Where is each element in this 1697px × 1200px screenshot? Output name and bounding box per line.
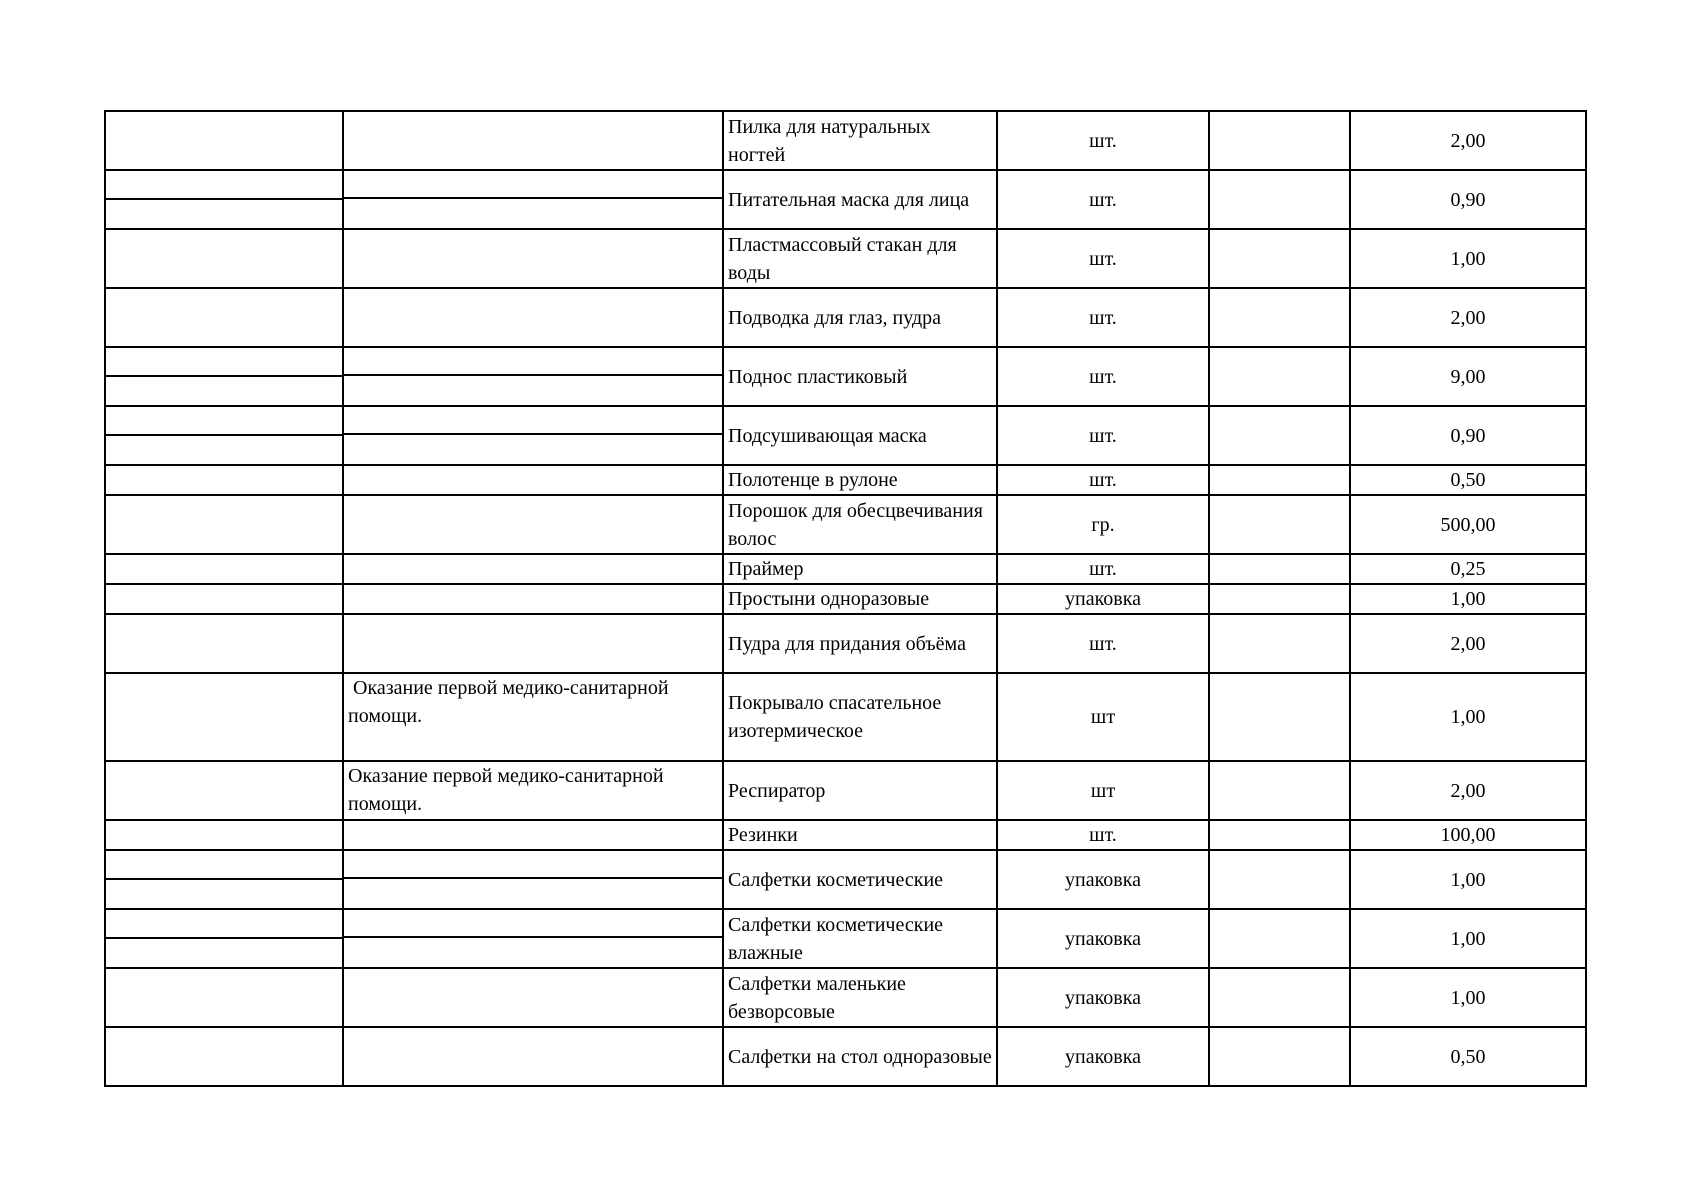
service-cell — [343, 288, 723, 347]
empty-cell — [1209, 229, 1350, 288]
table-row — [105, 968, 1586, 1027]
table-row — [105, 1027, 1586, 1086]
empty-cell — [1209, 584, 1350, 614]
service-cell — [343, 968, 723, 1027]
code-cell — [105, 347, 343, 406]
unit-cell: шт. — [997, 229, 1209, 288]
code-cell — [105, 554, 343, 584]
unit-cell: шт. — [997, 111, 1209, 170]
unit-cell: шт. — [997, 406, 1209, 465]
unit-cell: шт. — [997, 614, 1209, 673]
code-cell — [105, 761, 343, 820]
unit-cell: шт. — [997, 288, 1209, 347]
item-name-cell: Праймер — [723, 554, 997, 584]
item-name-cell: Пилка для натуральных ногтей — [723, 111, 997, 170]
sub-cell — [344, 199, 722, 227]
empty-cell — [1209, 347, 1350, 406]
item-name-cell: Простыни одноразовые — [723, 584, 997, 614]
sub-cell — [344, 348, 722, 376]
table-row — [105, 347, 1586, 406]
code-cell — [105, 614, 343, 673]
service-cell — [343, 406, 723, 465]
service-cell — [343, 850, 723, 909]
unit-cell: упаковка — [997, 1027, 1209, 1086]
sub-cell — [344, 171, 722, 199]
table-row — [105, 909, 1586, 968]
item-name-cell: Респиратор — [723, 761, 997, 820]
item-name-cell: Питательная маска для лица — [723, 170, 997, 229]
quantity-cell: 2,00 — [1350, 761, 1586, 820]
unit-cell: шт — [997, 673, 1209, 761]
sub-cell — [106, 880, 342, 908]
service-cell — [343, 170, 723, 229]
quantity-cell: 0,50 — [1350, 1027, 1586, 1086]
item-name-cell: Покрывало спасательное изотермическое — [723, 673, 997, 761]
item-name-cell: Полотенце в рулоне — [723, 465, 997, 495]
code-cell — [105, 584, 343, 614]
materials-table — [104, 110, 1587, 1087]
table-row — [105, 170, 1586, 229]
empty-cell — [1209, 288, 1350, 347]
item-name-cell: Салфетки косметические влажные — [723, 909, 997, 968]
unit-cell: упаковка — [997, 850, 1209, 909]
service-cell — [343, 820, 723, 850]
quantity-cell: 500,00 — [1350, 495, 1586, 554]
empty-cell — [1209, 761, 1350, 820]
code-cell — [105, 673, 343, 761]
item-name-cell: Салфетки косметические — [723, 850, 997, 909]
code-cell — [105, 1027, 343, 1086]
table-row — [105, 614, 1586, 673]
sub-cell — [106, 911, 342, 939]
quantity-cell: 0,50 — [1350, 465, 1586, 495]
service-cell — [343, 465, 723, 495]
unit-cell: гр. — [997, 495, 1209, 554]
service-cell: Оказание первой медико-санитарной помощи. — [343, 761, 723, 820]
item-name-cell: Поднос пластиковый — [723, 347, 997, 406]
quantity-cell: 1,00 — [1350, 673, 1586, 761]
service-cell — [343, 229, 723, 288]
sub-cell — [106, 172, 342, 200]
service-cell — [343, 909, 723, 968]
quantity-cell: 2,00 — [1350, 288, 1586, 347]
quantity-cell: 2,00 — [1350, 614, 1586, 673]
sub-cell — [344, 376, 722, 404]
unit-cell: шт — [997, 761, 1209, 820]
table-row — [105, 229, 1586, 288]
empty-cell — [1209, 673, 1350, 761]
empty-cell — [1209, 909, 1350, 968]
empty-cell — [1209, 1027, 1350, 1086]
quantity-cell: 1,00 — [1350, 968, 1586, 1027]
table-row — [105, 761, 1586, 820]
sub-cell — [344, 407, 722, 435]
sub-cell — [106, 852, 342, 880]
quantity-cell: 0,25 — [1350, 554, 1586, 584]
service-cell — [343, 111, 723, 170]
item-name-cell: Резинки — [723, 820, 997, 850]
item-name-cell: Пудра для придания объёма — [723, 614, 997, 673]
unit-cell: шт. — [997, 347, 1209, 406]
sub-cell — [344, 910, 722, 938]
service-cell — [343, 584, 723, 614]
quantity-cell: 0,90 — [1350, 170, 1586, 229]
item-name-cell: Подводка для глаз, пудра — [723, 288, 997, 347]
unit-cell: шт. — [997, 820, 1209, 850]
sub-cell — [106, 939, 342, 967]
code-cell — [105, 909, 343, 968]
empty-cell — [1209, 495, 1350, 554]
empty-cell — [1209, 465, 1350, 495]
code-cell — [105, 170, 343, 229]
code-cell — [105, 850, 343, 909]
sub-cell — [106, 377, 342, 405]
unit-cell: упаковка — [997, 968, 1209, 1027]
item-name-cell: Пластмассовый стакан для воды — [723, 229, 997, 288]
item-name-cell: Салфетки маленькие безворсовые — [723, 968, 997, 1027]
code-cell — [105, 968, 343, 1027]
service-cell — [343, 495, 723, 554]
sub-cell — [106, 200, 342, 228]
quantity-cell: 9,00 — [1350, 347, 1586, 406]
code-cell — [105, 465, 343, 495]
code-cell — [105, 820, 343, 850]
table-row — [105, 465, 1586, 495]
code-cell — [105, 288, 343, 347]
quantity-cell: 1,00 — [1350, 229, 1586, 288]
empty-cell — [1209, 614, 1350, 673]
quantity-cell: 2,00 — [1350, 111, 1586, 170]
code-cell — [105, 111, 343, 170]
sub-cell — [106, 436, 342, 464]
sub-cell — [344, 851, 722, 879]
empty-cell — [1209, 850, 1350, 909]
quantity-cell: 1,00 — [1350, 584, 1586, 614]
empty-cell — [1209, 111, 1350, 170]
quantity-cell: 1,00 — [1350, 909, 1586, 968]
unit-cell: упаковка — [997, 584, 1209, 614]
table-row — [105, 554, 1586, 584]
table-row — [105, 406, 1586, 465]
service-cell: Оказание первой медико-санитарной помощи. — [343, 673, 723, 761]
empty-cell — [1209, 170, 1350, 229]
sub-cell — [106, 408, 342, 436]
quantity-cell: 1,00 — [1350, 850, 1586, 909]
service-cell — [343, 347, 723, 406]
service-cell — [343, 1027, 723, 1086]
service-cell — [343, 554, 723, 584]
table-row — [105, 820, 1586, 850]
unit-cell: шт. — [997, 554, 1209, 584]
table-row — [105, 495, 1586, 554]
table-row — [105, 673, 1586, 761]
sub-cell — [344, 879, 722, 907]
code-cell — [105, 495, 343, 554]
quantity-cell: 0,90 — [1350, 406, 1586, 465]
sub-cell — [344, 435, 722, 463]
empty-cell — [1209, 820, 1350, 850]
item-name-cell: Подсушивающая маска — [723, 406, 997, 465]
table-row — [105, 111, 1586, 170]
unit-cell: шт. — [997, 170, 1209, 229]
empty-cell — [1209, 968, 1350, 1027]
service-cell — [343, 614, 723, 673]
unit-cell: упаковка — [997, 909, 1209, 968]
empty-cell — [1209, 406, 1350, 465]
code-cell — [105, 229, 343, 288]
table-row — [105, 288, 1586, 347]
table-row — [105, 584, 1586, 614]
unit-cell: шт. — [997, 465, 1209, 495]
sub-cell — [344, 938, 722, 966]
item-name-cell: Порошок для обесцвечивания волос — [723, 495, 997, 554]
item-name-cell: Салфетки на стол одноразовые — [723, 1027, 997, 1086]
sub-cell — [106, 349, 342, 377]
table-row — [105, 850, 1586, 909]
code-cell — [105, 406, 343, 465]
empty-cell — [1209, 554, 1350, 584]
quantity-cell: 100,00 — [1350, 820, 1586, 850]
